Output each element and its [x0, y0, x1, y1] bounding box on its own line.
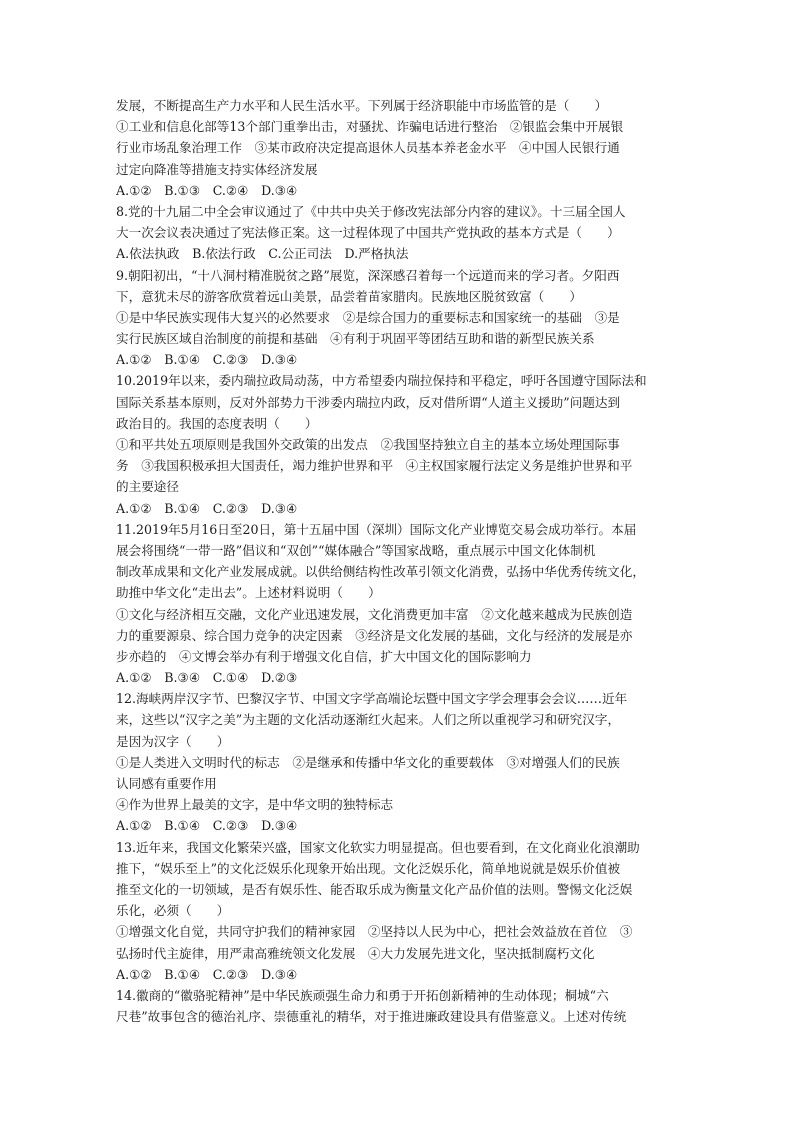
- question-line: ①文化与经济相互交融，文化产业迅速发展，文化消费更加丰富 ②文化越来越成为民族创造: [116, 606, 633, 622]
- question-line: ①是中华民族实现伟大复兴的必然要求 ②是综合国力的重要标志和国家统一的基础 ③是: [116, 309, 620, 325]
- question-line: 步亦趋的 ④文博会举办有利于增强文化自信，扩大中国文化的国际影响力: [116, 648, 532, 664]
- question-line: 下，意犹未尽的游客欣赏着远山美景，品尝着苗家腊肉。民族地区脱贫致富（ ）: [116, 288, 582, 304]
- question-line: A.依法执政 B.依法行政 C.公正司法 D.严格执法: [116, 246, 409, 262]
- question-line: A.①② B.①③ C.②④ D.③④: [116, 182, 298, 198]
- question-line: 9.朝阳初出，“十八洞村精准脱贫之路”展览，深深感召着每一个远道而来的学习者。夕阳西: [116, 267, 620, 283]
- question-line: 12.海峡两岸汉字节、巴黎汉字节、中国文字学高端论坛暨中国文字学会理事会会议……近年: [116, 691, 628, 707]
- question-line: 8.党的十九届二中全会审议通过了《中共中央关于修改宪法部分内容的建议》。十三届全国人: [116, 203, 626, 219]
- question-line: 11.2019年5月16日至20日，第十五届中国（深圳）国际文化产业博览交易会成功举行。本届: [116, 521, 637, 537]
- question-line: 国际关系基本原则，反对外部势力干涉委内瑞拉内政，反对借所谓“人道主义援助”问题达到: [116, 394, 621, 410]
- question-line: ①工业和信息化部等13个部门重拳出击，对骚扰、诈骗电话进行整治 ②银监会集中开展银: [116, 119, 624, 135]
- question-q10: [116, 370, 682, 518]
- question-line: A.①② B.①④ C.②③ D.③④: [116, 500, 298, 516]
- question-line: 实行民族区域自治制度的前提和基础 ④有利于巩固平等团结互助和谐的新型民族关系: [116, 331, 595, 347]
- question-line: 政治目的。我国的态度表明（ ）: [116, 415, 318, 431]
- question-q8: [116, 201, 682, 265]
- exam-page: [116, 95, 682, 1027]
- question-line: 的主要途径: [116, 479, 179, 495]
- question-line: 大一次会议表决通过了宪法修正案。这一过程体现了中国共产党执政的基本方式是（ ）: [116, 225, 620, 241]
- question-q13: [116, 837, 682, 985]
- question-q12: [116, 688, 682, 836]
- question-line: 行业市场乱象治理工作 ③某市政府决定提高退休人员基本养老金水平 ④中国人民银行通: [116, 140, 620, 156]
- question-line: 13.近年来，我国文化繁荣兴盛，国家文化软实力明显提高。但也要看到，在文化商业化浪潮助: [116, 839, 640, 855]
- question-line: ④作为世界上最美的文字，是中华文明的独特标志: [116, 797, 394, 813]
- question-q11: [116, 519, 682, 689]
- question-line: 14.徽商的“徽骆驼精神”是中华民族顽强生命力和勇于开拓创新精神的生动体现；桐城“六: [116, 987, 609, 1003]
- question-line: ①和平共处五项原则是我国外交政策的出发点 ②我国坚持独立自主的基本立场处理国际事: [116, 437, 620, 452]
- question-q9: [116, 265, 682, 371]
- question-line: 认同感有重要作用: [116, 776, 217, 791]
- question-line: 助推中华文化“走出去”。上述材料说明（ ）: [116, 585, 381, 601]
- question-line: 展会将围绕“一带一路”倡议和“双创”“媒体融合”等国家战略，重点展示中国文化体制机: [116, 542, 596, 558]
- question-line: 推下，“娱乐至上”的文化泛娱乐化现象开始出现。文化泛娱乐化，简单地说就是娱乐价值被: [116, 860, 621, 876]
- question-line: A.①② B.①④ C.②③ D.③④: [116, 352, 298, 368]
- question-line: 制改革成果和文化产业发展成就。以供给侧结构性改革引领文化消费，弘扬中华优秀传统文化，: [116, 564, 645, 580]
- question-line: 弘扬时代主旋律，用严肃高雅统领文化发展 ④大力发展先进文化，坚决抵制腐朽文化: [116, 945, 595, 961]
- question-line: 10.2019年以来，委内瑞拉政局动荡，中方希望委内瑞拉保持和平稳定，呼吁各国遵守国际法和: [116, 373, 647, 389]
- question-line: A.①② B.①④ C.②③ D.③④: [116, 818, 298, 834]
- question-line: ①是人类进入文明时代的标志 ②是继承和传播中华文化的重要载体 ③对增强人们的民族: [116, 754, 620, 770]
- question-line: 是因为汉字（ ）: [116, 733, 230, 749]
- question-q14: [116, 985, 682, 1027]
- question-line: 推至文化的一切领域，是否有娱乐性、能否取乐成为衡量文化产品价值的法则。警惕文化泛娱: [116, 881, 633, 897]
- question-line: 过定向降准等措施支持实体经济发展: [116, 161, 318, 177]
- question-line: A.①② B.③④ C.①④ D.②③: [116, 670, 298, 686]
- question-line: ①增强文化自觉，共同守护我们的精神家园 ②坚持以人民为中心，把社会效益放在首位 ③: [116, 924, 633, 940]
- question-line: 尺巷”故事包含的德治礼序、崇德重礼的精华，对于推进廉政建设具有借鉴意义。上述对传统: [116, 1009, 627, 1025]
- question-line: 发展，不断提高生产力水平和人民生活水平。下列属于经济职能中市场监管的是（ ）: [116, 98, 608, 113]
- question-q7-tail: [116, 95, 682, 201]
- question-line: A.①② B.①④ C.②③ D.③④: [116, 966, 298, 982]
- question-line: 乐化，必须（ ）: [116, 903, 230, 919]
- question-line: 力的重要源泉、综合国力竞争的决定因素 ③经济是文化发展的基础，文化与经济的发展是亦: [116, 627, 633, 643]
- question-line: 来，这些以“汉字之美”为主题的文化活动逐渐红火起来。人们之所以重视学习和研究汉字，: [116, 712, 621, 728]
- question-line: 务 ③我国积极承担大国责任，竭力维护世界和平 ④主权国家履行法定义务是维护世界和平: [116, 458, 633, 474]
